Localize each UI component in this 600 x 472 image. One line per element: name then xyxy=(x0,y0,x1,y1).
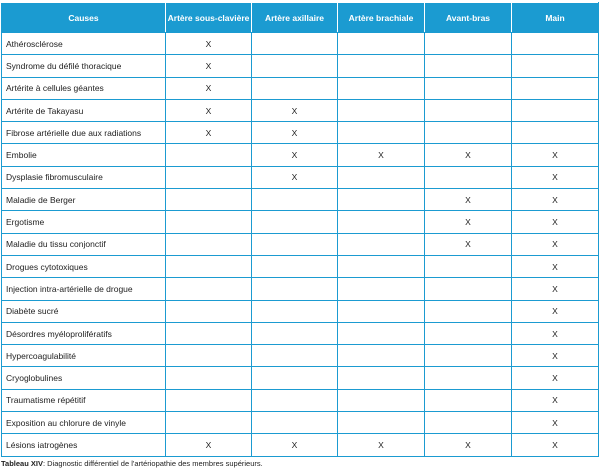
mark-cell xyxy=(338,367,425,389)
mark-cell xyxy=(338,122,425,144)
table-row xyxy=(2,278,599,300)
mark-cell xyxy=(166,189,252,211)
mark-cell: X xyxy=(252,122,338,144)
table-row xyxy=(2,233,599,255)
cause-cell: Maladie de Berger xyxy=(2,189,166,211)
mark-cell: X xyxy=(512,255,599,277)
mark-cell xyxy=(166,211,252,233)
mark-cell xyxy=(512,122,599,144)
mark-cell xyxy=(166,345,252,367)
table-row xyxy=(2,211,599,233)
table-row xyxy=(2,434,599,456)
caption-label: Tableau XIV xyxy=(1,459,43,468)
mark-cell xyxy=(425,278,512,300)
cause-cell: Cryoglobulines xyxy=(2,367,166,389)
mark-cell xyxy=(166,255,252,277)
mark-cell: X xyxy=(512,434,599,456)
mark-cell xyxy=(338,412,425,434)
differential-diagnosis-table xyxy=(1,2,599,457)
mark-cell xyxy=(338,33,425,55)
mark-cell xyxy=(166,300,252,322)
header-forearm: Avant-bras xyxy=(425,3,512,33)
mark-cell xyxy=(425,367,512,389)
mark-cell: X xyxy=(512,211,599,233)
mark-cell xyxy=(338,389,425,411)
mark-cell xyxy=(425,322,512,344)
cause-cell: Drogues cytotoxiques xyxy=(2,255,166,277)
cause-cell: Artérite de Takayasu xyxy=(2,99,166,121)
cause-cell: Hypercoagulabilité xyxy=(2,345,166,367)
mark-cell: X xyxy=(425,233,512,255)
mark-cell xyxy=(425,345,512,367)
mark-cell xyxy=(252,389,338,411)
header-causes: Causes xyxy=(2,3,166,33)
mark-cell xyxy=(252,322,338,344)
mark-cell xyxy=(425,99,512,121)
mark-cell: X xyxy=(512,189,599,211)
cause-cell: Athérosclérose xyxy=(2,33,166,55)
table-row xyxy=(2,99,599,121)
table-row xyxy=(2,166,599,188)
mark-cell xyxy=(512,99,599,121)
mark-cell xyxy=(252,367,338,389)
mark-cell: X xyxy=(512,367,599,389)
mark-cell: X xyxy=(166,33,252,55)
mark-cell xyxy=(338,99,425,121)
mark-cell xyxy=(338,255,425,277)
table-row xyxy=(2,322,599,344)
table-caption xyxy=(1,459,263,468)
mark-cell xyxy=(425,122,512,144)
cause-cell: Injection intra-artérielle de drogue xyxy=(2,278,166,300)
table-row xyxy=(2,345,599,367)
mark-cell: X xyxy=(166,55,252,77)
header-subclavian-artery: Artère sous-clavière xyxy=(166,3,252,33)
table-row xyxy=(2,122,599,144)
mark-cell xyxy=(252,77,338,99)
mark-cell xyxy=(166,166,252,188)
cause-cell: Maladie du tissu conjonctif xyxy=(2,233,166,255)
mark-cell: X xyxy=(512,345,599,367)
mark-cell xyxy=(252,255,338,277)
mark-cell xyxy=(252,233,338,255)
table-row xyxy=(2,189,599,211)
mark-cell: X xyxy=(338,434,425,456)
mark-cell xyxy=(338,345,425,367)
cause-cell: Artérite à cellules géantes xyxy=(2,77,166,99)
cause-cell: Lésions iatrogènes xyxy=(2,434,166,456)
cause-cell: Exposition au chlorure de vinyle xyxy=(2,412,166,434)
table-row xyxy=(2,300,599,322)
mark-cell: X xyxy=(166,99,252,121)
mark-cell xyxy=(338,211,425,233)
mark-cell xyxy=(338,233,425,255)
mark-cell xyxy=(425,300,512,322)
table-row xyxy=(2,55,599,77)
mark-cell xyxy=(512,77,599,99)
mark-cell xyxy=(338,322,425,344)
mark-cell: X xyxy=(425,434,512,456)
cause-cell: Syndrome du défilé thoracique xyxy=(2,55,166,77)
mark-cell: X xyxy=(512,389,599,411)
cause-cell: Traumatisme répétitif xyxy=(2,389,166,411)
table-header-row xyxy=(2,3,599,33)
mark-cell: X xyxy=(512,166,599,188)
mark-cell: X xyxy=(425,189,512,211)
mark-cell xyxy=(425,412,512,434)
mark-cell xyxy=(512,55,599,77)
mark-cell xyxy=(252,300,338,322)
cause-cell: Embolie xyxy=(2,144,166,166)
table-row xyxy=(2,367,599,389)
mark-cell xyxy=(512,33,599,55)
header-hand: Main xyxy=(512,3,599,33)
mark-cell xyxy=(425,55,512,77)
mark-cell: X xyxy=(512,412,599,434)
mark-cell: X xyxy=(166,77,252,99)
mark-cell xyxy=(338,77,425,99)
mark-cell: X xyxy=(512,233,599,255)
mark-cell xyxy=(252,412,338,434)
mark-cell xyxy=(166,367,252,389)
mark-cell xyxy=(166,278,252,300)
mark-cell xyxy=(252,55,338,77)
mark-cell xyxy=(338,278,425,300)
mark-cell xyxy=(338,55,425,77)
table-row xyxy=(2,412,599,434)
mark-cell xyxy=(166,322,252,344)
mark-cell xyxy=(425,77,512,99)
mark-cell: X xyxy=(512,278,599,300)
mark-cell xyxy=(252,345,338,367)
mark-cell: X xyxy=(252,144,338,166)
mark-cell xyxy=(338,189,425,211)
table-row xyxy=(2,33,599,55)
mark-cell xyxy=(338,166,425,188)
table-row xyxy=(2,77,599,99)
cause-cell: Diabète sucré xyxy=(2,300,166,322)
header-brachial-artery: Artère brachiale xyxy=(338,3,425,33)
mark-cell xyxy=(166,144,252,166)
mark-cell xyxy=(252,278,338,300)
cause-cell: Dysplasie fibromusculaire xyxy=(2,166,166,188)
table-row xyxy=(2,144,599,166)
header-axillary-artery: Artère axillaire xyxy=(252,3,338,33)
mark-cell xyxy=(166,233,252,255)
table-row xyxy=(2,389,599,411)
caption-text: : Diagnostic différentiel de l'artériopathie des membres supérieurs. xyxy=(42,459,263,468)
mark-cell xyxy=(425,389,512,411)
mark-cell: X xyxy=(338,144,425,166)
table-body xyxy=(2,33,599,457)
mark-cell: X xyxy=(512,144,599,166)
mark-cell: X xyxy=(166,434,252,456)
mark-cell: X xyxy=(425,144,512,166)
mark-cell: X xyxy=(425,211,512,233)
cause-cell: Désordres myéloprolifératifs xyxy=(2,322,166,344)
mark-cell xyxy=(425,166,512,188)
mark-cell xyxy=(166,389,252,411)
mark-cell xyxy=(252,189,338,211)
mark-cell: X xyxy=(166,122,252,144)
mark-cell xyxy=(252,33,338,55)
mark-cell xyxy=(338,300,425,322)
mark-cell: X xyxy=(252,434,338,456)
mark-cell: X xyxy=(252,166,338,188)
table-row xyxy=(2,255,599,277)
mark-cell: X xyxy=(512,322,599,344)
mark-cell xyxy=(425,255,512,277)
mark-cell: X xyxy=(252,99,338,121)
mark-cell xyxy=(166,412,252,434)
mark-cell xyxy=(425,33,512,55)
cause-cell: Fibrose artérielle due aux radiations xyxy=(2,122,166,144)
mark-cell xyxy=(252,211,338,233)
cause-cell: Ergotisme xyxy=(2,211,166,233)
mark-cell: X xyxy=(512,300,599,322)
